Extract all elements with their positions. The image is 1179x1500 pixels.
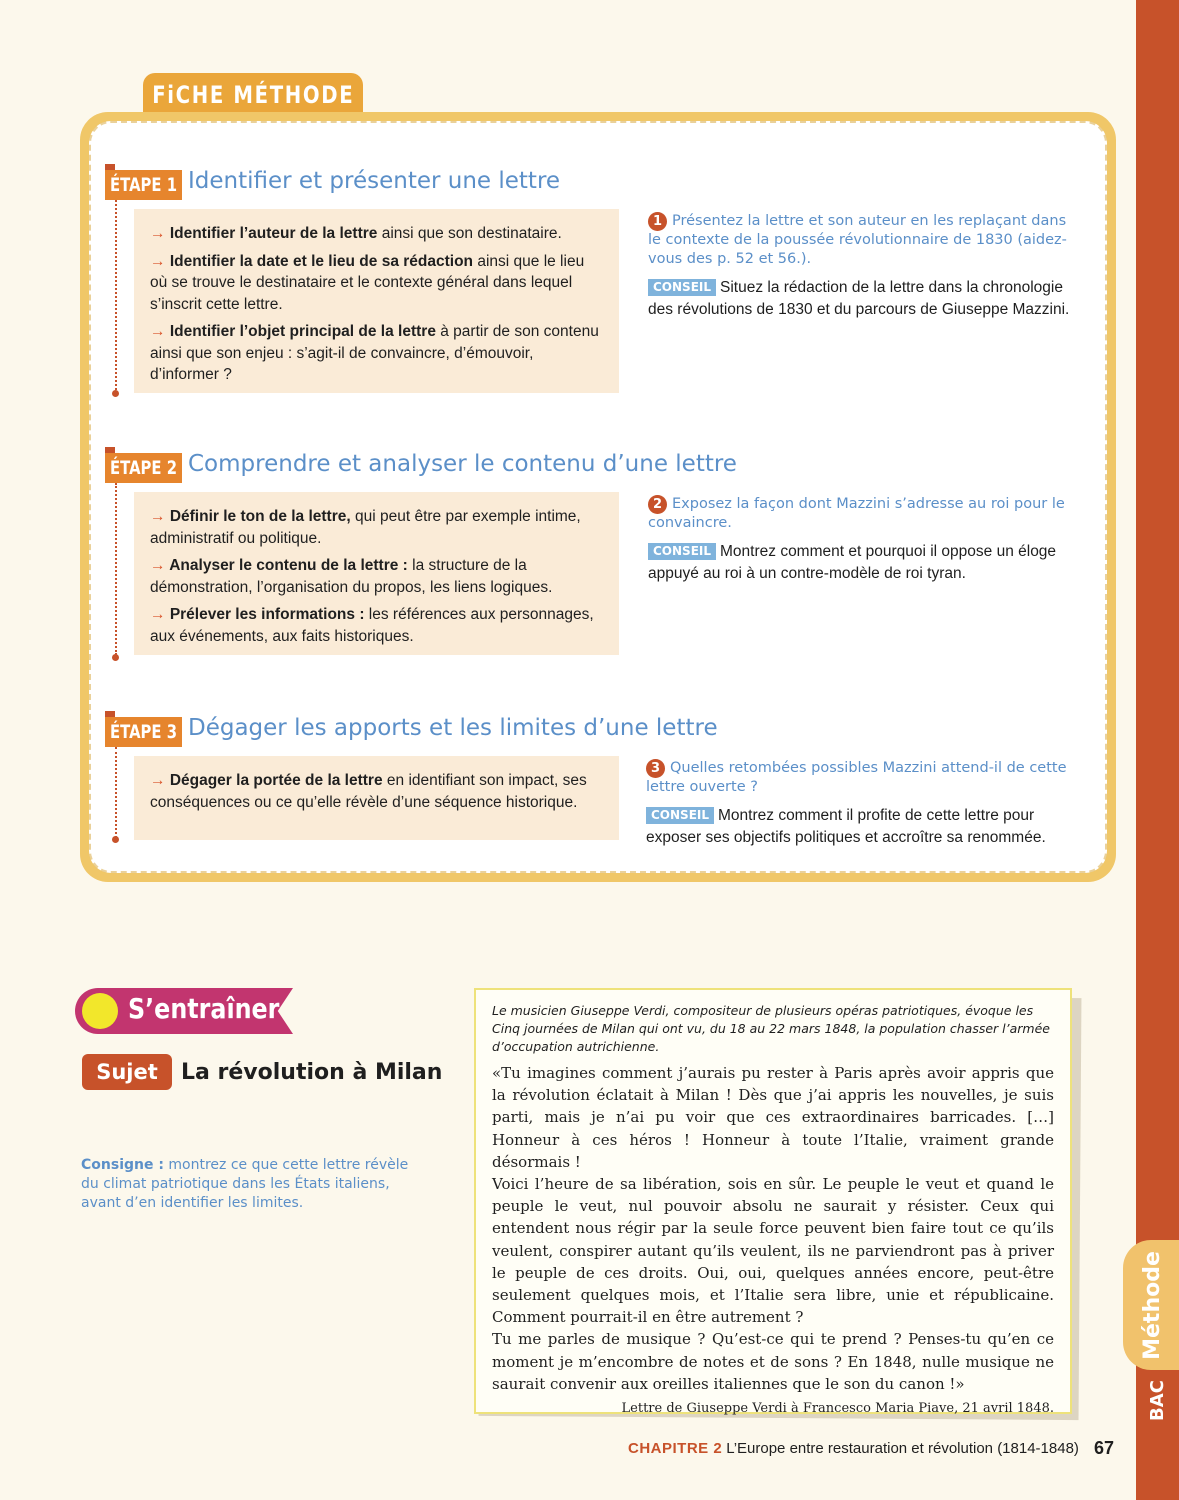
- letter-paragraph: Voici l’heure de sa libération, sois en sûr. Le peuple le veut et quand le peuple le veut, nul pouvoir absolu ne saurait y résister. Ceux qui entendent nous régir par la seule force peuvent bien faire tout ce qu’ils veulent, conspirer autant qu’ils veulent, ils ne parviendront pas à priver le peuple de ces droits. Oui, oui, quelques années encore, peut-être seulement quelques mois, et l’Italie sera libre, unie et républicaine. Comment pourrait-il en être autrement ?: [492, 1175, 1054, 1327]
- circle-icon: [82, 993, 118, 1029]
- letter-source: Lettre de Giuseppe Verdi à Francesco Maria Piave, 21 avril 1848.: [621, 1401, 1054, 1417]
- footer-title: L’Europe entre restauration et révolution (1814-1848): [726, 1440, 1079, 1457]
- etape-1-tips: [134, 209, 619, 393]
- consigne: Consigne : montrez ce que cette lettre révèle du climat patriotique dans les États italiens, avant d’en identifier les limites.: [81, 1157, 409, 1211]
- etape-1-title: Identifier et présenter une lettre: [188, 168, 561, 194]
- conseil-badge: CONSEIL: [648, 543, 716, 560]
- etape-3-title: Dégager les apports et les limites d’une lettre: [188, 715, 718, 741]
- letter-document: [474, 988, 1072, 1417]
- tip-item: → Identifier l’auteur de la lettre ainsi que son destinataire.: [150, 225, 562, 242]
- step-line-dot: [112, 836, 119, 843]
- sujet-badge: Sujet: [82, 1054, 172, 1090]
- conseil-badge: CONSEIL: [646, 807, 714, 824]
- question-1: 1 Présentez la lettre et son auteur en les replaçant dans le contexte de la poussée révolutionnaire de 1830 (aidez-vous des p. 52 et 56.). CONSEIL Situez la rédaction de la lettre dans la chronologie des révolutions de 1830 et du parcours de Giuseppe Mazzini.: [648, 213, 1070, 318]
- question-2: 2 Exposez la façon dont Mazzini s’adresse au roi pour le convaincre. CONSEIL Montrez comment et pourquoi il oppose un éloge appuyé au roi à un contre-modèle de roi tyran.: [648, 496, 1065, 582]
- etape-2-tips: [134, 492, 619, 655]
- etape-2-label: ÉTAPE 2: [105, 453, 182, 483]
- conseil-badge: CONSEIL: [648, 279, 716, 296]
- entrainer-title: S’entraîner: [128, 992, 280, 1025]
- etape-1-label: ÉTAPE 1: [105, 170, 182, 200]
- step-line: [115, 483, 117, 655]
- letter-body: [492, 1062, 1054, 1395]
- etape-2-title: Comprendre et analyser le contenu d’une lettre: [188, 451, 737, 477]
- page-footer: [628, 1440, 1079, 1457]
- step-line: [115, 200, 117, 390]
- question-3: 3 Quelles retombées possibles Mazzini attend-il de cette lettre ouverte ? CONSEIL Montrez comment il profite de cette lettre pour exposer ses objectifs politiques et accroître sa renommée.: [646, 760, 1067, 846]
- page-number: 67: [1094, 1438, 1115, 1458]
- etape-3-tips: [134, 756, 619, 840]
- sujet-title: La révolution à Milan: [181, 1060, 443, 1085]
- tip-item: → Identifier l’objet principal de la lettre à partir de son contenu ainsi que son enjeu : s’agit-il de convaincre, d’émouvoir, d’informer ?: [150, 323, 599, 383]
- tip-item: → Identifier la date et le lieu de sa rédaction ainsi que le lieu où se trouve le destinataire et le contexte général dans lequel s’inscrit cette lettre.: [150, 252, 585, 313]
- step-line: [115, 747, 117, 842]
- side-methode-label: Méthode: [1139, 1250, 1165, 1360]
- etape-3-label: ÉTAPE 3: [105, 717, 182, 747]
- tip-item: → Dégager la portée de la lettre en identifiant son impact, ses conséquences ou ce qu’elle révèle d’une séquence historique.: [150, 772, 587, 811]
- question-number: 3: [646, 759, 665, 778]
- footer-chapter: CHAPITRE 2: [628, 1440, 723, 1457]
- letter-paragraph: Tu me parles de musique ? Qu’est-ce qui te prend ? Penses-tu qu’en ce moment je m’encombre de notes et de sons ? En 1848, nulle musique ne saurait convenir aux oreilles italiennes que le son du canon !»: [492, 1330, 1054, 1393]
- tip-item: → Analyser le contenu de la lettre : la structure de la démonstration, l’organisation du propos, les liens logiques.: [150, 557, 553, 596]
- letter-intro: Le musicien Giuseppe Verdi, compositeur de plusieurs opéras patriotiques, évoque les Cinq journées de Milan qui ont vu, du 18 au 22 mars 1848, la population chasser l’armée d’occupation autrichienne.: [492, 1003, 1050, 1054]
- letter-paragraph: «Tu imagines comment j’aurais pu rester à Paris après avoir appris que la révolution éclatait à Milan ! Dès que j’ai appris les nouvelles, je suis parti, mais je n’ai pu voir que ces extraordinaires barricades. […] Honneur à ces héros ! Honneur à toute l’Italie, vraiment grande désormais !: [492, 1064, 1054, 1171]
- question-number: 1: [648, 212, 667, 231]
- side-bac-label: BAC: [1146, 1379, 1168, 1421]
- step-line-dot: [112, 390, 119, 397]
- fiche-methode-tab: FiCHE MÉTHODE: [143, 73, 363, 117]
- question-number: 2: [648, 495, 667, 514]
- step-line-dot: [112, 654, 119, 661]
- tip-item: → Prélever les informations : les références aux personnages, aux événements, aux faits historiques.: [150, 606, 594, 645]
- tip-item: → Définir le ton de la lettre, qui peut être par exemple intime, administratif ou politique.: [150, 508, 581, 547]
